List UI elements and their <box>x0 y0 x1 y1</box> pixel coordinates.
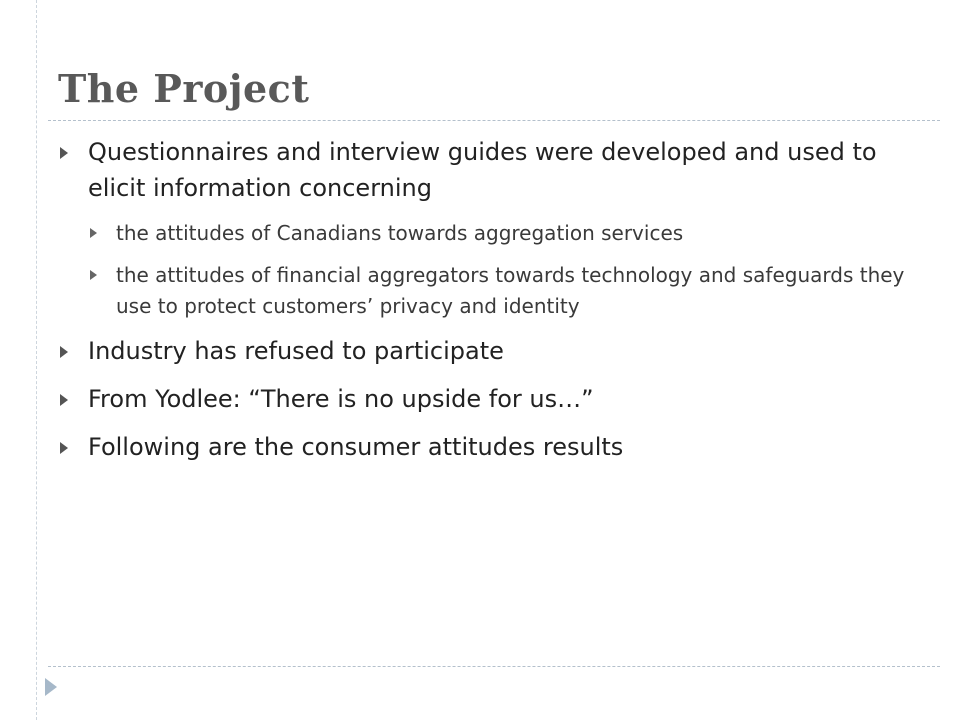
bullet-item <box>58 429 908 465</box>
triangle-bullet-icon <box>60 394 68 406</box>
title-divider <box>48 120 940 121</box>
bullet-item <box>58 381 908 417</box>
slide-title: The Project <box>58 66 310 111</box>
sub-bullet-text: the attitudes of financial aggregators towards technology and safeguards they use to protect customers’ privacy and identity <box>116 263 905 318</box>
bullet-text: Questionnaires and interview guides were developed and used to elicit information concerning <box>88 138 877 202</box>
triangle-bullet-icon <box>60 147 68 159</box>
triangle-bullet-icon <box>60 346 68 358</box>
sub-bullet-item <box>88 218 908 249</box>
bullet-text: Following are the consumer attitudes results <box>88 433 624 461</box>
bullet-list <box>58 134 908 477</box>
left-guide-line <box>36 0 37 720</box>
corner-arrow-icon <box>45 678 57 696</box>
bullet-item <box>58 333 908 369</box>
footer-divider <box>48 666 940 667</box>
triangle-bullet-icon <box>90 228 97 238</box>
triangle-bullet-icon <box>60 442 68 454</box>
sub-bullet-text: the attitudes of Canadians towards aggregation services <box>116 221 684 245</box>
triangle-bullet-icon <box>90 270 97 280</box>
bullet-text: From Yodlee: “There is no upside for us…” <box>88 385 594 413</box>
bullet-text: Industry has refused to participate <box>88 337 504 365</box>
sub-bullet-list <box>58 218 908 322</box>
bullet-item <box>58 134 908 206</box>
sub-bullet-item <box>88 260 908 322</box>
